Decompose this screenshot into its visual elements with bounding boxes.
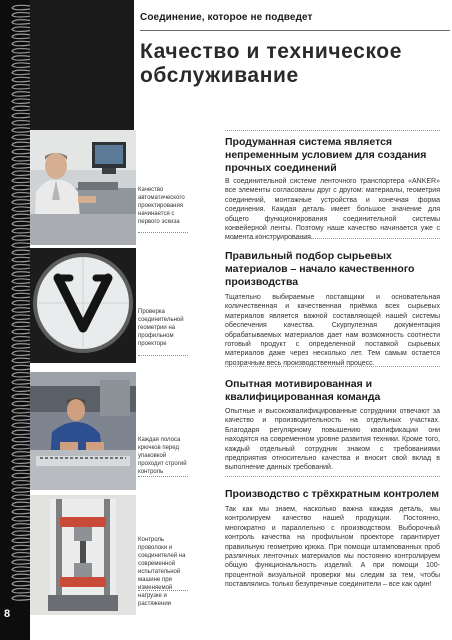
section-title-control: Производство с трёхкратным контролем xyxy=(225,488,440,500)
caption-divider xyxy=(138,590,188,591)
section-divider xyxy=(225,238,440,239)
spiral-binding xyxy=(0,0,30,640)
caption-divider xyxy=(138,355,188,356)
caption-testing: Контроль проволоки и соединителей на современной испытательной машине при изменяемой нагрузке и растяжении xyxy=(138,537,186,607)
section-body-team: Опытные и высококвалифицированные сотрудники отвечают за качество и производительность на отдельных участках. Благодаря регулярному повышению квалификации они находятся на современном уровне развития техники. Кроме того, каждый отдельный сотрудник знаком с требованиями предприятия относительно качества и вносит свой вклад в выполнение данных требований. xyxy=(225,408,440,472)
header-divider xyxy=(140,30,450,31)
section-body-materials: Тщательно выбираемые поставщики и основательная количественная и качественная приёмка всех сырьевых материалов является важной составляющей нашей системы обеспечения качества. Скурпулезная документация обрабатываемых материалов дает нам возможность соотнести готовый продукт с определенной поставкой сырьевых материалов даже через несколько лет. Тем самым остается прозрачным весь производственный процесс. xyxy=(225,294,440,367)
section-divider xyxy=(225,366,440,367)
caption-projector: Проверка соединительной геометрии на профильном проекторе xyxy=(138,309,184,347)
page-title: Качество и техническое обслуживание xyxy=(140,40,403,87)
caption-cad: Качество автоматического проектирования начинается с первого эскиза xyxy=(138,187,185,225)
section-title-system: Продуманная система является непременным условием для создания прочных соединений xyxy=(225,136,427,174)
page-number: 8 xyxy=(4,608,11,620)
top-dark-block xyxy=(30,0,134,130)
section-title-team: Опытная мотивированная и квалифицированная команда xyxy=(225,378,381,403)
photo-hook-inspection xyxy=(30,372,136,490)
caption-divider xyxy=(138,476,188,477)
photo-testing-machine xyxy=(30,495,136,615)
caption-hooks: Каждая полоса крючков перед упаковкой проходит строгий контроль xyxy=(138,437,187,475)
section-body-control: Так как мы знаем, насколько важна каждая деталь, мы контролируем качество нашей продукции. Постоянно, многократно и параллельно с производством. Выборочный контроль качества на профильном проекторе гарантирует правильную геометрию крюка. При помощи штампованных проб различных ленточных материалов мы постоянно контролируем общую функциональность изделий. А при помощи 100-процентной визуальной проверки мы следим за тем, чтобы поставлялись только безупречные соединители – все как один! xyxy=(225,506,440,589)
photo-cad-workstation xyxy=(30,130,136,245)
section-title-materials: Правильный подбор сырьевых материалов – начало качественного производства xyxy=(225,250,415,288)
section-divider xyxy=(225,476,440,477)
header-label: Соединение, которое не подведет xyxy=(140,12,313,23)
photo-profile-projector xyxy=(30,248,136,363)
section-divider xyxy=(225,130,440,131)
section-body-system: В соединительной системе ленточного транспортера «ANKER» все элементы согласованы друг с другом: материалы, геометрия соединений, монтажные устройства и конечная форма соединения. Каждая деталь имеет большое значение для общего функционирования соединительной системы конвейерной ленты. Поэтому наше качество начинается уже с момента конструирования. xyxy=(225,178,440,242)
caption-divider xyxy=(138,232,188,233)
